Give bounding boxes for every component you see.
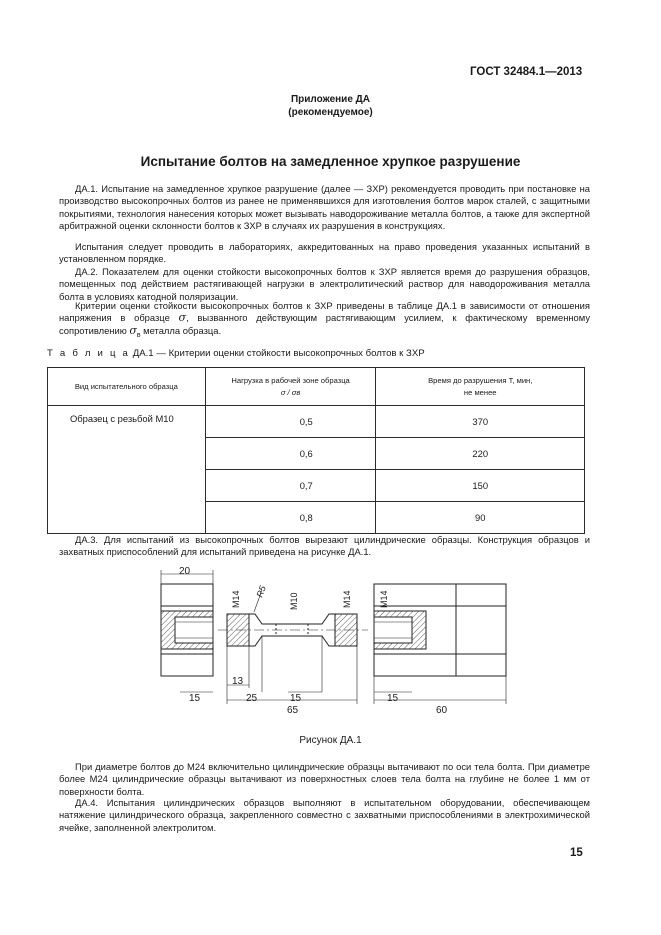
sigma-b-subscript: в: [136, 331, 141, 339]
table-caption-prefix: Т а б л и ц а: [47, 348, 131, 359]
load-cell: 0,6: [205, 438, 376, 470]
sigma-b-symbol: σ: [129, 323, 137, 337]
table-row: [48, 406, 585, 438]
annex-heading: [0, 93, 661, 119]
dim-25: 25: [246, 693, 258, 704]
paragraph-da2: ДА.2. Показателем для оценки стойкости высокопрочных болтов к ЗХР является время до разрушения образцов, помещенных под действием растягивающей нагрузки в электролитический раствор для наводороживания металла болта в условиях катодной поляризации.: [59, 266, 590, 302]
page-title: Испытание болтов на замедленное хрупкое разрушение: [140, 154, 521, 169]
table-caption-text: ДА.1 — Критерии оценки стойкости высокопрочных болтов к ЗХР: [130, 348, 425, 359]
annex-status: (рекомендуемое): [288, 107, 373, 118]
criteria-text-c: металла образца.: [140, 324, 222, 336]
page-number: 15: [570, 847, 583, 859]
header-load-line2: σ / σв: [280, 387, 301, 397]
table-header-row: [48, 368, 585, 406]
figure-caption: Рисунок ДА.1: [299, 735, 362, 746]
time-cell: 220: [376, 438, 585, 470]
dim-20: 20: [179, 566, 191, 577]
header-time: [376, 368, 585, 406]
dim-15-left: 15: [189, 693, 201, 704]
header-load-line1: Нагрузка в рабочей зоне образца: [231, 375, 350, 385]
standard-code: ГОСТ 32484.1—2013: [470, 66, 583, 78]
header-load: [205, 368, 376, 406]
cylindrical-specimen: [218, 614, 368, 646]
dim-m14-middle: M14: [342, 590, 352, 608]
header-sample-type: Вид испытательного образца: [48, 368, 206, 406]
header-time-line2: не менее: [463, 387, 497, 397]
dim-60: 60: [436, 705, 448, 716]
paragraph-da4: ДА.4. Испытания цилиндрических образцов выполняют в испытательном оборудовании, обеспечивающем натяжение цилиндрического образца, закрепленного совместно с захватными приспособлениями в электрохимической ячейке, заполненной электролитом.: [59, 797, 590, 833]
sigma-symbol: σ: [178, 311, 187, 325]
time-cell: 370: [376, 406, 585, 438]
left-nut: [161, 584, 213, 676]
criteria-text-b: , вызванного действующим растягивающим усилием, к фактическому временному сопротивлению: [59, 312, 591, 336]
header-time-line1: Время до разрушения T, мин,: [428, 375, 533, 385]
dim-m10: M10: [289, 592, 299, 610]
paragraph-da1: ДА.1. Испытание на замедленное хрупкое разрушение (далее — ЗХР) рекомендуется проводить при постановке на производство высокопрочных болтов из ранее не применявшихся для изготовления болтов марок сталей, с защитными покрытиями, технология нанесения которых может вызывать наводороживание металла болтов, а также для экспертной арбитражной оценки склонности болтов к ЗХР в случаях их разрушения в конструкциях.: [59, 183, 590, 231]
criteria-table: [47, 367, 585, 534]
table-caption: [47, 348, 425, 359]
dim-m14-left: M14: [231, 590, 241, 608]
load-cell: 0,7: [205, 470, 376, 502]
paragraph-criteria: [59, 300, 590, 342]
criteria-text-a: Критерии оценки стойкости высокопрочных болтов к ЗХР приведены в таблице ДА.1 в зависимости от отношения напряжения в образце: [59, 300, 590, 324]
load-cell: 0,8: [205, 502, 376, 534]
dim-m14-right: M14: [379, 590, 389, 608]
paragraph-da3: ДА.3. Для испытаний из высокопрочных болтов вырезают цилиндрические образцы. Конструкция образцов и захватных приспособлений для испытаний приведена на рисунке ДА.1.: [59, 534, 590, 558]
annex-name: Приложение ДА: [290, 94, 371, 105]
dim-13: 13: [232, 676, 244, 687]
specimen-drawing: [150, 562, 520, 716]
paragraph-diameter: При диаметре болтов до М24 включительно цилиндрические образцы вытачивают по оси тела болта. При диаметре более М24 цилиндрические образцы вытачивают из поверхностных слоев тела болта на глубине не более 1 мм от поверхности болта.: [59, 761, 590, 797]
sample-type-cell: Образец с резьбой М10: [48, 406, 206, 534]
dim-15-right: 15: [387, 693, 399, 704]
dim-r5: R5: [254, 584, 268, 599]
time-cell: 90: [376, 502, 585, 534]
time-cell: 150: [376, 470, 585, 502]
load-cell: 0,5: [205, 406, 376, 438]
dim-15-middle: 15: [290, 693, 302, 704]
dim-65: 65: [287, 705, 299, 716]
right-nut: [374, 584, 506, 676]
paragraph-labs: Испытания следует проводить в лабораториях, аккредитованных на право проведения указанных испытаний в установленном порядке.: [59, 241, 590, 265]
